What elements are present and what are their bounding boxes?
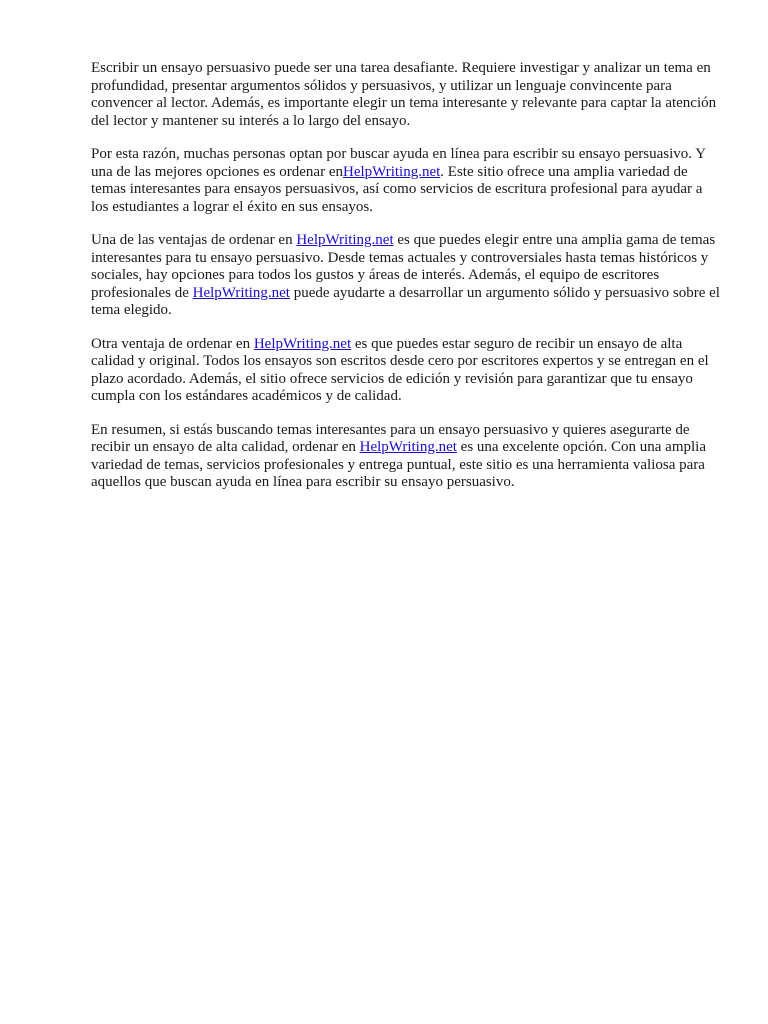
paragraph-2 bbox=[91, 146, 723, 216]
helpwriting-link[interactable]: HelpWriting.net bbox=[296, 232, 394, 248]
paragraph-1 bbox=[91, 60, 723, 130]
paragraph-3 bbox=[91, 232, 723, 320]
paragraph-text: En resumen, si estás buscando temas interesantes para un ensayo persuasivo y quieres asegurarte de recibir un ensayo de alta calidad, ordenar en bbox=[91, 421, 690, 455]
paragraph-text: . Este sitio ofrece una amplia variedad de temas interesantes para ensayos persuasivos, así como servicios de escritura profesional para ayudar a los estudiantes a lograr el éxito en sus ensayos. bbox=[91, 163, 703, 215]
paragraph-4 bbox=[91, 336, 723, 406]
paragraph-text: es una excelente opción. Con una amplia variedad de temas, servicios profesionales y entrega puntual, este sitio es una herramienta valiosa para aquellos que buscan ayuda en línea para escribir su ensayo persuasivo. bbox=[91, 439, 707, 490]
paragraph-text: es que puedes elegir entre una amplia gama de temas interesantes para tu ensayo persuasivo. Desde temas actuales y controversiales hasta temas históricos y sociales, hay opciones para todos los gustos y áreas de interés. Además, el equipo de escritores profesionales de bbox=[91, 232, 716, 301]
paragraph-text: Otra ventaja de ordenar en bbox=[91, 335, 254, 352]
helpwriting-link[interactable]: HelpWriting.net bbox=[343, 163, 441, 180]
paragraph-text: Por esta razón, muchas personas optan por buscar ayuda en línea para escribir su ensayo persuasivo. Y una de las mejores opciones es ordenar en bbox=[91, 146, 706, 180]
paragraph-text: Escribir un ensayo persuasivo puede ser una tarea desafiante. Requiere investigar y analizar un tema en profundidad, presentar argumentos sólidos y persuasivos, y utilizar un lenguaje convincente para convencer al lector. Además, es importante elegir un tema interesante y relevante para captar la atención del lector y mantener su interés a lo largo del ensayo. bbox=[91, 60, 717, 129]
document-body bbox=[91, 60, 723, 508]
paragraph-text: es que puedes estar seguro de recibir un ensayo de alta calidad y original. Todos los ensayos son escritos desde cero por escritores expertos y se entregan en el plazo acordado. Además, el sitio ofrece servicios de edición y revisión para garantizar que tu ensayo cumpla con los estándares académicos y de calidad. bbox=[91, 335, 709, 404]
helpwriting-link[interactable]: HelpWriting.net bbox=[359, 439, 457, 455]
paragraph-5 bbox=[91, 422, 723, 492]
paragraph-text: puede ayudarte a desarrollar un argumento sólido y persuasivo sobre el tema elegido. bbox=[91, 284, 720, 318]
helpwriting-link[interactable]: HelpWriting.net bbox=[253, 335, 352, 352]
paragraph-text: Una de las ventajas de ordenar en bbox=[91, 232, 297, 248]
helpwriting-link[interactable]: HelpWriting.net bbox=[192, 284, 290, 301]
